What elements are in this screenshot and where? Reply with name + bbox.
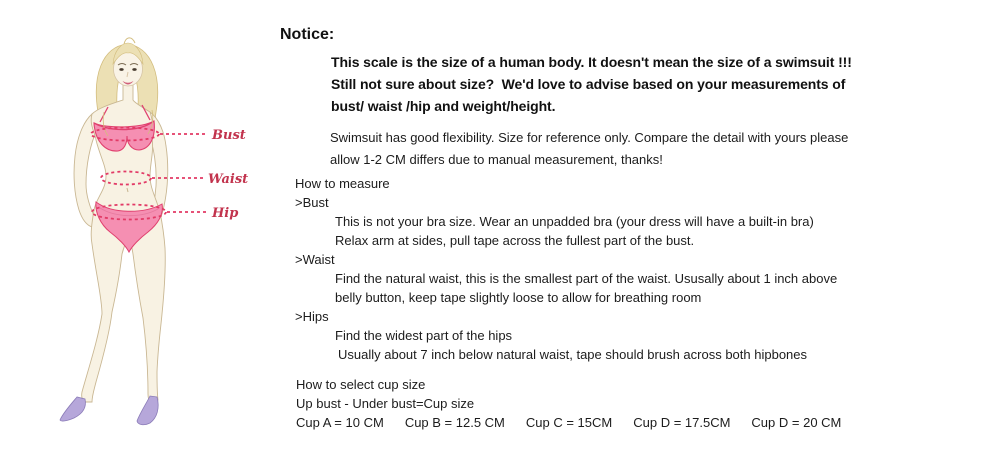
notice-title: Notice: xyxy=(280,26,335,43)
bust-section-label: >Bust xyxy=(295,195,329,210)
waist-instruction-1: Find the natural waist, this is the smallest part of the waist. Ususally about 1 inch above xyxy=(335,271,838,286)
notice-bold-line-3: bust/ waist /hip and weight/height. xyxy=(331,98,556,114)
figure-sketch xyxy=(40,18,270,446)
notice-bold-paragraph xyxy=(331,51,852,117)
cup-d2-value: Cup D = 20 CM xyxy=(751,415,842,430)
cup-size-section xyxy=(296,375,841,432)
flexibility-note xyxy=(330,127,848,171)
cup-d-value: Cup D = 17.5CM xyxy=(633,415,731,430)
hips-instruction-1: Find the widest part of the hips xyxy=(335,328,513,343)
waist-section-label: >Waist xyxy=(295,252,335,267)
hips-instruction-2: Usually about 7 inch below natural waist, tape should brush across both hipbones xyxy=(338,347,808,362)
hips-section-label: >Hips xyxy=(295,309,329,324)
bust-instruction-1: This is not your bra size. Wear an unpadded bra (your dress will have a built-in bra) xyxy=(335,214,814,229)
body-measurement-illustration xyxy=(40,18,270,446)
cup-size-values-row xyxy=(296,413,841,432)
figure-shoes xyxy=(60,396,158,425)
flexibility-line-1: Swimsuit has good flexibility. Size for reference only. Compare the detail with yours please xyxy=(330,130,849,145)
notice-bold-line-1: This scale is the size of a human body. It doesn't mean the size of a swimsuit !!! xyxy=(331,54,852,70)
bust-label: Bust xyxy=(212,128,246,143)
notice-bold-line-2: Still not sure about size? We'd love to advise based on your measurements of xyxy=(331,76,846,92)
cup-b-value: Cup B = 12.5 CM xyxy=(404,415,505,430)
how-to-measure-heading: How to measure xyxy=(295,176,390,191)
cup-c-value: Cup C = 15CM xyxy=(525,415,613,430)
how-to-measure-section xyxy=(295,174,837,364)
cup-a-value: Cup A = 10 CM xyxy=(296,415,384,430)
flexibility-line-2: allow 1-2 CM differs due to manual measurement, thanks! xyxy=(330,152,663,167)
cup-size-heading: How to select cup size xyxy=(296,377,426,392)
waist-instruction-2: belly button, keep tape slightly loose to allow for breathing room xyxy=(335,290,702,305)
hip-label: Hip xyxy=(212,206,239,221)
cup-size-formula: Up bust - Under bust=Cup size xyxy=(296,396,475,411)
waist-label: Waist xyxy=(208,172,249,187)
bust-instruction-2: Relax arm at sides, pull tape across the fullest part of the bust. xyxy=(335,233,695,248)
